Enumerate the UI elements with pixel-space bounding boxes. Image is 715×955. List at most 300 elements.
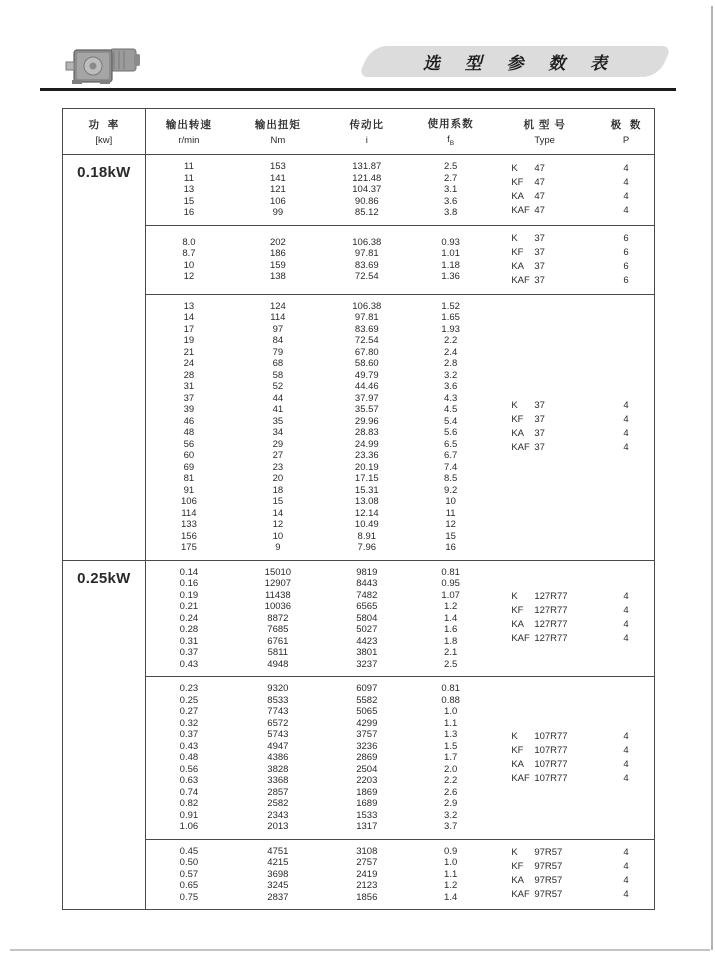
table-cell: 4299 <box>356 717 378 729</box>
type-line <box>511 260 598 274</box>
speed-column <box>146 567 232 671</box>
poles-value: 4 <box>623 204 629 216</box>
table-cell: 3.2 <box>444 369 458 381</box>
table-cell: 1689 <box>356 798 378 809</box>
type-model: 37 <box>534 442 545 453</box>
table-cell: 24.99 <box>354 438 379 450</box>
table-cell: 44 <box>272 392 284 404</box>
poles-value: 4 <box>623 190 629 202</box>
type-model: 107R77 <box>534 730 568 742</box>
type-model: 97R57 <box>534 875 563 887</box>
table-cell: 0.21 <box>179 601 199 612</box>
ratio-column <box>324 567 410 671</box>
table-cell: 133 <box>181 519 197 530</box>
table-cell: 10 <box>272 530 284 542</box>
type-prefix: KAF <box>511 633 530 645</box>
table-cell: 156 <box>181 530 197 542</box>
table-cell: 106 <box>181 496 197 507</box>
ratio-column <box>324 683 410 833</box>
data-block <box>146 294 654 560</box>
table-cell: 2857 <box>267 786 289 798</box>
table-cell: 8443 <box>356 578 378 589</box>
table-cell: 159 <box>269 259 286 271</box>
type-prefix: KAF <box>511 442 530 453</box>
type-model: 127R77 <box>534 591 568 603</box>
table-cell: 1533 <box>356 809 378 821</box>
table-cell: 11438 <box>265 589 291 601</box>
type-column <box>491 161 598 219</box>
type-model: 47 <box>534 162 545 174</box>
type-line <box>511 846 598 860</box>
table-cell: 10036 <box>264 601 292 612</box>
table-cell: 0.9 <box>444 845 458 857</box>
power-cell <box>63 561 146 910</box>
service-factor-column <box>410 683 491 833</box>
table-cell: 83.69 <box>354 323 379 335</box>
poles-column <box>598 683 654 833</box>
poles-value: 4 <box>623 847 629 859</box>
table-cell: 2.2 <box>444 335 458 346</box>
type-prefix: KF <box>511 744 524 756</box>
table-cell: 3108 <box>356 845 378 857</box>
type-model: 37 <box>534 232 545 244</box>
table-cell: 6.7 <box>444 450 458 461</box>
table-cell: 35 <box>272 415 284 427</box>
type-prefix: KA <box>511 758 524 770</box>
table-cell: 35.57 <box>354 404 379 415</box>
type-model: 37 <box>534 414 545 425</box>
type-line <box>511 730 598 744</box>
table-cell: 3368 <box>267 775 289 786</box>
data-block <box>146 225 654 294</box>
torque-column <box>232 161 323 219</box>
table-cell: 11 <box>445 507 456 519</box>
ratio-column <box>324 161 410 219</box>
table-cell: 2.4 <box>444 346 458 358</box>
table-cell: 31 <box>183 381 195 392</box>
table-cell: 3245 <box>267 880 289 891</box>
service-factor-column <box>410 232 491 288</box>
table-cell: 0.37 <box>179 729 199 740</box>
table-cell: 1.06 <box>179 821 199 832</box>
type-prefix: K <box>511 232 518 244</box>
type-line <box>511 413 598 427</box>
table-cell: 121.48 <box>352 172 382 184</box>
poles-value: 4 <box>623 414 629 425</box>
type-prefix: KAF <box>511 204 530 216</box>
type-prefix: K <box>511 591 518 603</box>
table-cell: 7743 <box>267 706 289 717</box>
type-prefix: KAF <box>511 772 530 784</box>
table-cell: 2504 <box>356 763 378 775</box>
table-cell: 4.3 <box>444 392 458 404</box>
poles-value: 4 <box>623 889 629 901</box>
table-cell: 1.0 <box>444 857 458 868</box>
table-cell: 41 <box>272 404 284 415</box>
table-cell: 15010 <box>264 566 292 578</box>
speed-column <box>146 161 232 219</box>
torque-column <box>232 683 323 833</box>
table-cell: 58.60 <box>354 358 379 369</box>
table-cell: 15.31 <box>354 484 379 496</box>
type-column <box>491 683 598 833</box>
table-cell: 9320 <box>267 683 289 694</box>
gear-motor-icon <box>64 42 146 88</box>
type-line <box>511 772 598 786</box>
type-prefix: KAF <box>511 274 530 286</box>
table-cell: 97 <box>272 323 284 335</box>
table-cell: 0.14 <box>179 566 199 578</box>
table-cell: 5065 <box>356 706 378 717</box>
type-prefix: KF <box>511 861 524 873</box>
table-cell: 12 <box>183 271 195 282</box>
poles-column <box>598 567 654 671</box>
table-cell: 1.5 <box>444 740 458 752</box>
type-line <box>511 758 598 772</box>
type-model: 97R57 <box>534 889 563 901</box>
table-cell: 0.63 <box>179 775 199 786</box>
col-header-type: 机 型 号 Type <box>523 119 566 146</box>
table-cell: 49.79 <box>354 369 379 381</box>
type-line <box>511 618 598 632</box>
table-cell: 13 <box>183 300 195 312</box>
table-cell: 1869 <box>356 786 378 798</box>
table-cell: 58 <box>272 369 284 381</box>
table-cell: 20.19 <box>354 461 379 473</box>
table-cell: 0.25 <box>179 694 199 706</box>
table-cell: 17.15 <box>354 473 379 484</box>
power-label: 0.25kW <box>77 569 131 587</box>
type-model: 37 <box>534 274 545 286</box>
table-cell: 27 <box>272 450 284 461</box>
table-cell: 12 <box>445 519 456 530</box>
ratio-column <box>324 846 410 904</box>
table-cell: 0.95 <box>441 578 460 589</box>
table-cell: 91 <box>183 484 195 496</box>
type-model: 47 <box>534 204 545 216</box>
type-prefix: KF <box>511 414 524 425</box>
table-cell: 9819 <box>356 566 378 578</box>
type-prefix: KF <box>511 246 524 258</box>
type-model: 107R77 <box>534 744 568 756</box>
table-section <box>63 155 654 560</box>
poles-value: 6 <box>623 246 629 258</box>
table-cell: 68 <box>272 358 284 369</box>
poles-value: 4 <box>623 730 629 742</box>
table-cell: 11 <box>183 172 194 184</box>
table-cell: 3801 <box>356 647 378 658</box>
page-scan-edge-right <box>711 6 713 950</box>
table-cell: 4.5 <box>444 404 458 415</box>
ratio-column <box>324 301 410 554</box>
type-model: 107R77 <box>534 758 568 770</box>
table-cell: 1.6 <box>444 624 458 635</box>
type-line <box>511 632 598 646</box>
type-line <box>511 874 598 888</box>
selection-table <box>62 108 655 910</box>
table-cell: 2837 <box>267 891 289 903</box>
torque-column <box>232 232 323 288</box>
type-model: 37 <box>534 260 545 272</box>
table-cell: 7482 <box>356 589 378 601</box>
table-cell: 106.38 <box>352 300 382 312</box>
type-line <box>511 176 598 190</box>
col-header-power-unit: [kw] <box>95 135 113 146</box>
table-cell: 0.16 <box>179 578 199 589</box>
type-model: 37 <box>534 428 545 439</box>
table-cell: 4751 <box>267 845 289 857</box>
table-cell: 106 <box>269 195 286 207</box>
poles-value: 4 <box>623 772 629 784</box>
type-model: 107R77 <box>534 772 568 784</box>
data-block <box>146 676 654 839</box>
table-cell: 2.6 <box>444 786 458 798</box>
table-cell: 29 <box>272 438 284 450</box>
service-factor-column <box>410 301 491 554</box>
table-cell: 1.2 <box>444 880 458 891</box>
table-cell: 175 <box>181 542 197 553</box>
speed-column <box>146 301 232 554</box>
torque-column <box>232 567 323 671</box>
poles-value: 4 <box>623 591 629 603</box>
table-cell: 0.31 <box>179 635 199 647</box>
type-line <box>511 860 598 874</box>
table-cell: 2757 <box>356 857 378 868</box>
table-cell: 2869 <box>356 752 378 763</box>
table-cell: 1.0 <box>444 706 458 717</box>
table-cell: 4215 <box>267 857 289 868</box>
table-cell: 7.96 <box>357 542 377 553</box>
table-cell: 0.45 <box>179 845 199 857</box>
table-cell: 44.46 <box>354 381 379 392</box>
page-title: 选 型 参 数 表 <box>423 54 617 73</box>
table-cell: 4948 <box>267 658 289 670</box>
table-sections <box>63 155 654 909</box>
table-cell: 114 <box>181 507 197 519</box>
table-cell: 3698 <box>267 868 289 880</box>
table-cell: 2.7 <box>444 172 458 184</box>
table-cell: 69 <box>183 461 195 473</box>
table-cell: 6572 <box>267 717 289 729</box>
table-cell: 7.4 <box>444 461 458 473</box>
type-model: 97R57 <box>534 847 563 859</box>
col-header-service-factor: 使用系数 $f_B$ <box>427 118 474 147</box>
table-cell: 1.4 <box>444 612 458 624</box>
poles-value: 4 <box>623 619 629 631</box>
table-cell: 114 <box>270 312 286 323</box>
col-header-power-zh: 功 率 <box>88 119 120 131</box>
col-header-torque: 输出扭矩 Nm <box>254 119 301 146</box>
type-prefix: K <box>511 730 518 742</box>
type-line <box>511 590 598 604</box>
poles-value: 4 <box>623 400 629 411</box>
table-cell: 0.91 <box>179 809 199 821</box>
table-cell: 15 <box>272 496 284 507</box>
table-cell: 29.96 <box>354 415 379 427</box>
table-cell: 0.28 <box>179 624 199 635</box>
header-divider <box>40 88 676 91</box>
type-line <box>511 274 598 288</box>
table-cell: 2.2 <box>444 775 458 786</box>
table-cell: 0.81 <box>441 566 460 578</box>
type-model: 127R77 <box>534 605 568 617</box>
table-cell: 10 <box>183 259 195 271</box>
table-cell: 2.8 <box>444 358 458 369</box>
table-cell: 106.38 <box>352 236 382 248</box>
table-cell: 72.54 <box>354 271 379 282</box>
table-section <box>63 560 654 910</box>
type-prefix: KA <box>511 260 524 272</box>
service-factor-column <box>410 161 491 219</box>
data-block <box>146 561 654 677</box>
type-line <box>511 162 598 176</box>
table-cell: 18 <box>272 484 284 496</box>
table-cell: 16 <box>183 207 195 218</box>
table-cell: 0.56 <box>179 763 199 775</box>
table-cell: 34 <box>272 427 284 438</box>
table-cell: 81 <box>183 473 195 484</box>
table-cell: 79 <box>272 346 284 358</box>
type-prefix: KA <box>511 190 524 202</box>
table-cell: 6761 <box>267 635 289 647</box>
torque-column <box>232 846 323 904</box>
table-cell: 6097 <box>356 683 378 694</box>
table-cell: 0.23 <box>179 683 199 694</box>
table-cell: 2.1 <box>444 647 458 658</box>
table-cell: 1.18 <box>441 259 460 271</box>
table-cell: 97.81 <box>354 248 379 259</box>
type-prefix: K <box>511 162 518 174</box>
table-cell: 46 <box>183 415 195 427</box>
table-cell: 13 <box>183 184 195 195</box>
table-cell: 3.7 <box>444 821 458 832</box>
table-cell: 0.65 <box>179 880 199 891</box>
table-cell: 52 <box>272 381 284 392</box>
table-cell: 1.52 <box>441 300 460 312</box>
table-cell: 15 <box>445 530 456 542</box>
table-cell: 39 <box>183 404 195 415</box>
table-header-row <box>63 109 654 155</box>
table-cell: 0.32 <box>179 717 199 729</box>
service-factor-column <box>410 846 491 904</box>
table-cell: 3828 <box>267 763 289 775</box>
table-cell: 9.2 <box>444 484 458 496</box>
type-model: 47 <box>534 176 545 188</box>
table-cell: 1.1 <box>444 868 458 880</box>
table-cell: 99 <box>272 207 284 218</box>
table-cell: 23.36 <box>354 450 379 461</box>
table-cell: 4386 <box>267 752 289 763</box>
table-cell: 60 <box>183 450 195 461</box>
type-line <box>511 246 598 260</box>
type-line <box>511 204 598 218</box>
table-cell: 0.19 <box>179 589 199 601</box>
table-cell: 5.6 <box>444 427 458 438</box>
type-prefix: K <box>511 847 518 859</box>
table-cell: 20 <box>272 473 284 484</box>
type-column <box>491 301 598 554</box>
table-cell: 5804 <box>356 612 378 624</box>
col-header-poles: 极 数 P <box>610 119 642 146</box>
table-cell: 10.49 <box>354 519 379 530</box>
type-prefix: KAF <box>511 889 530 901</box>
table-cell: 19 <box>183 335 195 346</box>
table-cell: 97.81 <box>354 312 379 323</box>
type-model: 97R57 <box>534 861 563 873</box>
table-cell: 13.08 <box>354 496 379 507</box>
table-cell: 90.86 <box>354 195 379 207</box>
table-cell: 1.2 <box>444 601 458 612</box>
table-cell: 1.65 <box>441 312 460 323</box>
table-cell: 141 <box>269 172 286 184</box>
table-cell: 3.8 <box>444 207 458 218</box>
table-cell: 131.87 <box>352 161 382 172</box>
table-cell: 23 <box>272 461 284 473</box>
table-cell: 14 <box>272 507 284 519</box>
table-cell: 0.81 <box>441 683 460 694</box>
type-model: 37 <box>534 400 545 411</box>
table-cell: 2203 <box>356 775 378 786</box>
table-cell: 3236 <box>356 740 378 752</box>
torque-column <box>232 301 323 554</box>
table-cell: 1.07 <box>441 589 460 601</box>
table-cell: 5.4 <box>444 415 458 427</box>
table-cell: 11 <box>183 161 194 172</box>
table-cell: 6.5 <box>444 438 458 450</box>
table-cell: 4423 <box>356 635 378 647</box>
speed-column <box>146 683 232 833</box>
title-banner <box>365 46 665 77</box>
poles-value: 4 <box>623 633 629 645</box>
table-cell: 85.12 <box>354 207 379 218</box>
table-cell: 10 <box>445 496 456 507</box>
type-prefix: KA <box>511 875 524 887</box>
table-cell: 0.27 <box>179 706 199 717</box>
type-column <box>491 846 598 904</box>
table-cell: 3.6 <box>444 381 458 392</box>
table-cell: 15 <box>183 195 195 207</box>
type-line <box>511 427 598 441</box>
table-cell: 8.91 <box>357 530 377 542</box>
type-line <box>511 232 598 246</box>
table-cell: 153 <box>269 161 286 172</box>
type-column <box>491 567 598 671</box>
table-cell: 0.74 <box>179 786 199 798</box>
table-cell: 2013 <box>267 821 289 832</box>
table-cell: 7685 <box>267 624 289 635</box>
data-block <box>146 155 654 225</box>
poles-value: 4 <box>623 162 629 174</box>
table-cell: 28.83 <box>354 427 379 438</box>
type-model: 127R77 <box>534 633 568 645</box>
table-cell: 3.6 <box>444 195 458 207</box>
table-cell: 56 <box>183 438 195 450</box>
table-cell: 12.14 <box>354 507 379 519</box>
table-cell: 2.9 <box>444 798 458 809</box>
table-cell: 3.1 <box>444 184 458 195</box>
type-prefix: KA <box>511 619 524 631</box>
type-column <box>491 232 598 288</box>
type-prefix: K <box>511 400 518 411</box>
data-block <box>146 839 654 910</box>
type-line <box>511 441 598 455</box>
poles-column <box>598 301 654 554</box>
table-cell: 1856 <box>356 891 378 903</box>
service-factor-column <box>410 567 491 671</box>
table-cell: 2582 <box>267 798 289 809</box>
poles-value: 6 <box>623 274 629 286</box>
data-blocks <box>146 155 654 560</box>
